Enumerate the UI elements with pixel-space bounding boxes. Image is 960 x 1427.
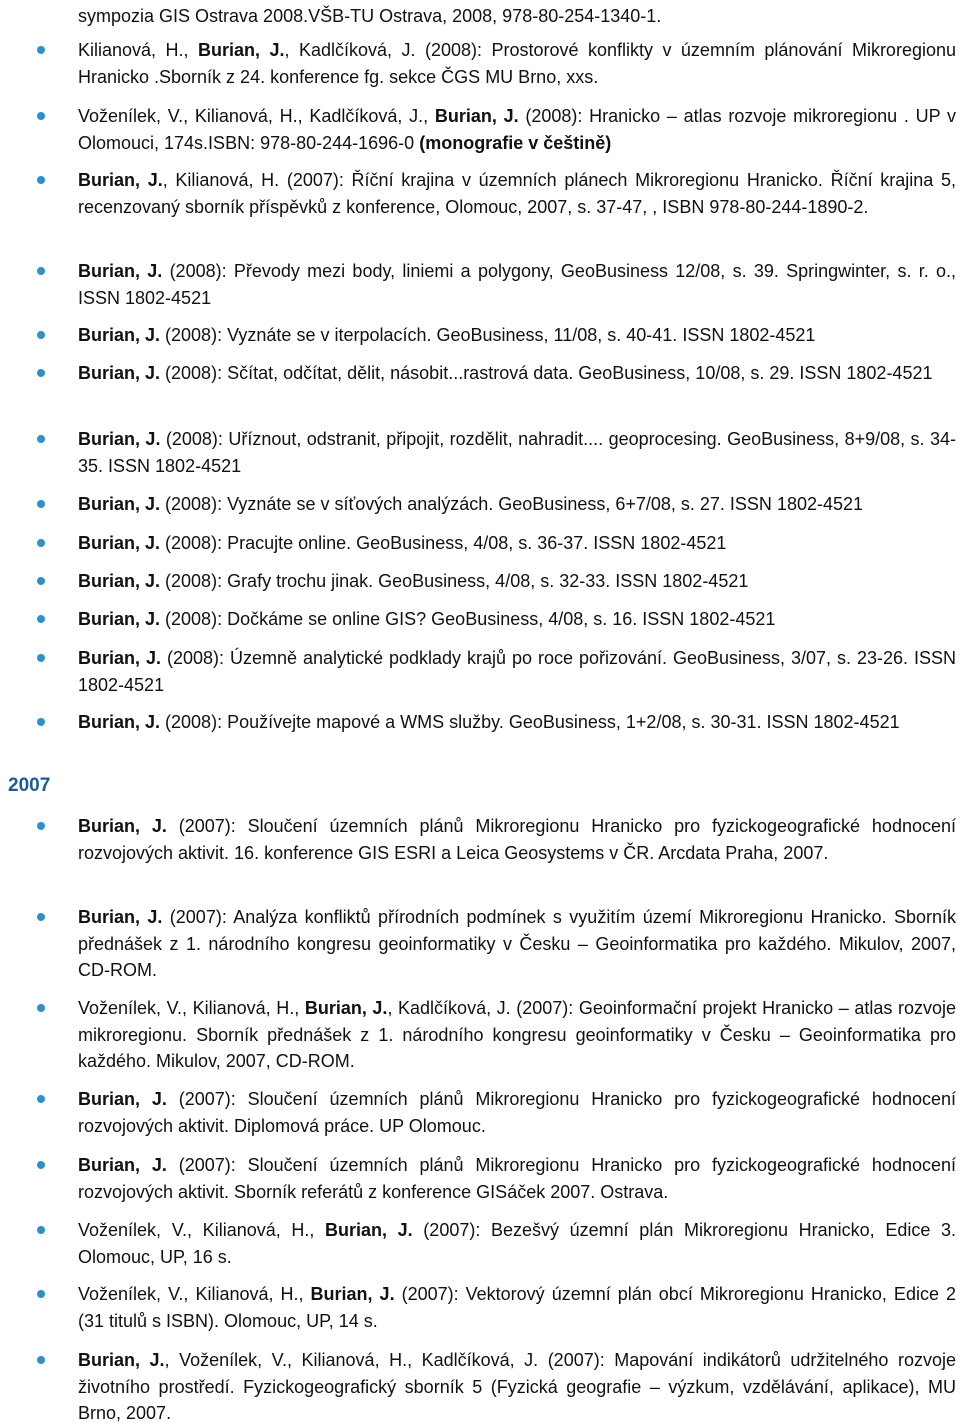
publication-entry: Burian, J. (2008): Grafy trochu jinak. GeoBusiness, 4/08, s. 32-33. ISSN 1802-4521 <box>78 568 956 595</box>
publication-entry: Voženílek, V., Kilianová, H., Burian, J. (2007): Vektorový územní plán obcí Mikroregionu Hranicko, Edice 2 (31 titulů s ISBN). Olomouc, UP, 14 s. <box>78 1281 956 1334</box>
publication-entry: Voženílek, V., Kilianová, H., Burian, J. (2007): Bezešvý územní plán Mikroregionu Hranicko, Edice 3. Olomouc, UP, 16 s. <box>78 1217 956 1270</box>
publication-entry: Burian, J., Voženílek, V., Kilianová, H., Kadlčíková, J. (2007): Mapování indikátorů udržitelného rozvoje životního prostředí. Fyzickogeografický sborník 5 (Fyzická geografie – výzkum, vzdělávání, aplikace), MU Brno, 2007. <box>78 1347 956 1427</box>
publication-entry: Voženílek, V., Kilianová, H., Kadlčíková, J., Burian, J. (2008): Hranicko – atlas rozvoje mikroregionu . UP v Olomouci, 174s.ISBN: 978-80-244-1696-0 (monografie v češtině) <box>78 103 956 156</box>
continued-line: sympozia GIS Ostrava 2008.VŠB-TU Ostrava, 2008, 978-80-254-1340-1. <box>78 6 662 26</box>
publication-entry: Burian, J. (2008): Převody mezi body, liniemi a polygony, GeoBusiness 12/08, s. 39. Springwinter, s. r. o., ISSN 1802-4521 <box>78 258 956 311</box>
publication-entry: Burian, J. (2008): Vyznáte se v síťových analýzách. GeoBusiness, 6+7/08, s. 27. ISSN 1802-4521 <box>78 491 956 518</box>
year-heading: 2007 <box>8 775 51 796</box>
publication-entry: Burian, J. (2008): Dočkáme se online GIS? GeoBusiness, 4/08, s. 16. ISSN 1802-4521 <box>78 606 956 633</box>
publication-entry: Burian, J., Kilianová, H. (2007): Říční krajina v územních plánech Mikroregionu Hranicko. Říční krajina 5, recenzovaný sborník příspěvků z konference, Olomouc, 2007, s. 37-47, , ISBN 978-80-244-1890-2. <box>78 167 956 220</box>
publication-entry: Burian, J. (2008): Uříznout, odstranit, připojit, rozdělit, nahradit.... geoprocesing. GeoBusiness, 8+9/08, s. 34-35. ISSN 1802-4521 <box>78 426 956 479</box>
publication-entry: Burian, J. (2007): Analýza konfliktů přírodních podmínek s využitím území Mikroregionu Hranicko. Sborník přednášek z 1. národního kongresu geoinformatiky v Česku – Geoinformatika pro každého. Mikulov, 2007, CD-ROM. <box>78 904 956 984</box>
publication-entry: Burian, J. (2008): Sčítat, odčítat, dělit, násobit...rastrová data. GeoBusiness, 10/08, s. 29. ISSN 1802-4521 <box>78 360 956 387</box>
publication-entry: Burian, J. (2007): Sloučení územních plánů Mikroregionu Hranicko pro fyzickogeografické hodnocení rozvojových aktivit. Sborník referátů z konference GISáček 2007. Ostrava. <box>78 1152 956 1205</box>
publication-entry: Burian, J. (2008): Vyznáte se v iterpolacích. GeoBusiness, 11/08, s. 40-41. ISSN 1802-4521 <box>78 322 956 349</box>
publication-entry: Burian, J. (2007): Sloučení územních plánů Mikroregionu Hranicko pro fyzickogeografické hodnocení rozvojových aktivit. 16. konference GIS ESRI a Leica Geosystems v ČR. Arcdata Praha, 2007. <box>78 813 956 866</box>
publication-entry: Burian, J. (2008): Pracujte online. GeoBusiness, 4/08, s. 36-37. ISSN 1802-4521 <box>78 530 956 557</box>
publication-entry: Burian, J. (2007): Sloučení územních plánů Mikroregionu Hranicko pro fyzickogeografické hodnocení rozvojových aktivit. Diplomová práce. UP Olomouc. <box>78 1086 956 1139</box>
publication-entry: Burian, J. (2008): Územně analytické podklady krajů po roce pořizování. GeoBusiness, 3/07, s. 23-26. ISSN 1802-4521 <box>78 645 956 698</box>
publication-entry: Voženílek, V., Kilianová, H., Burian, J., Kadlčíková, J. (2007): Geoinformační projekt Hranicko – atlas rozvoje mikroregionu. Sborník přednášek z 1. národního kongresu geoinformatiky v Česku – Geoinformatika pro každého. Mikulov, 2007, CD-ROM. <box>78 995 956 1075</box>
publication-entry: Kilianová, H., Burian, J., Kadlčíková, J. (2008): Prostorové konflikty v územním plánování Mikroregionu Hranicko .Sborník z 24. konference fg. sekce ČGS MU Brno, xxs. <box>78 37 956 90</box>
publication-entry: Burian, J. (2008): Používejte mapové a WMS služby. GeoBusiness, 1+2/08, s. 30-31. ISSN 1802-4521 <box>78 709 956 736</box>
